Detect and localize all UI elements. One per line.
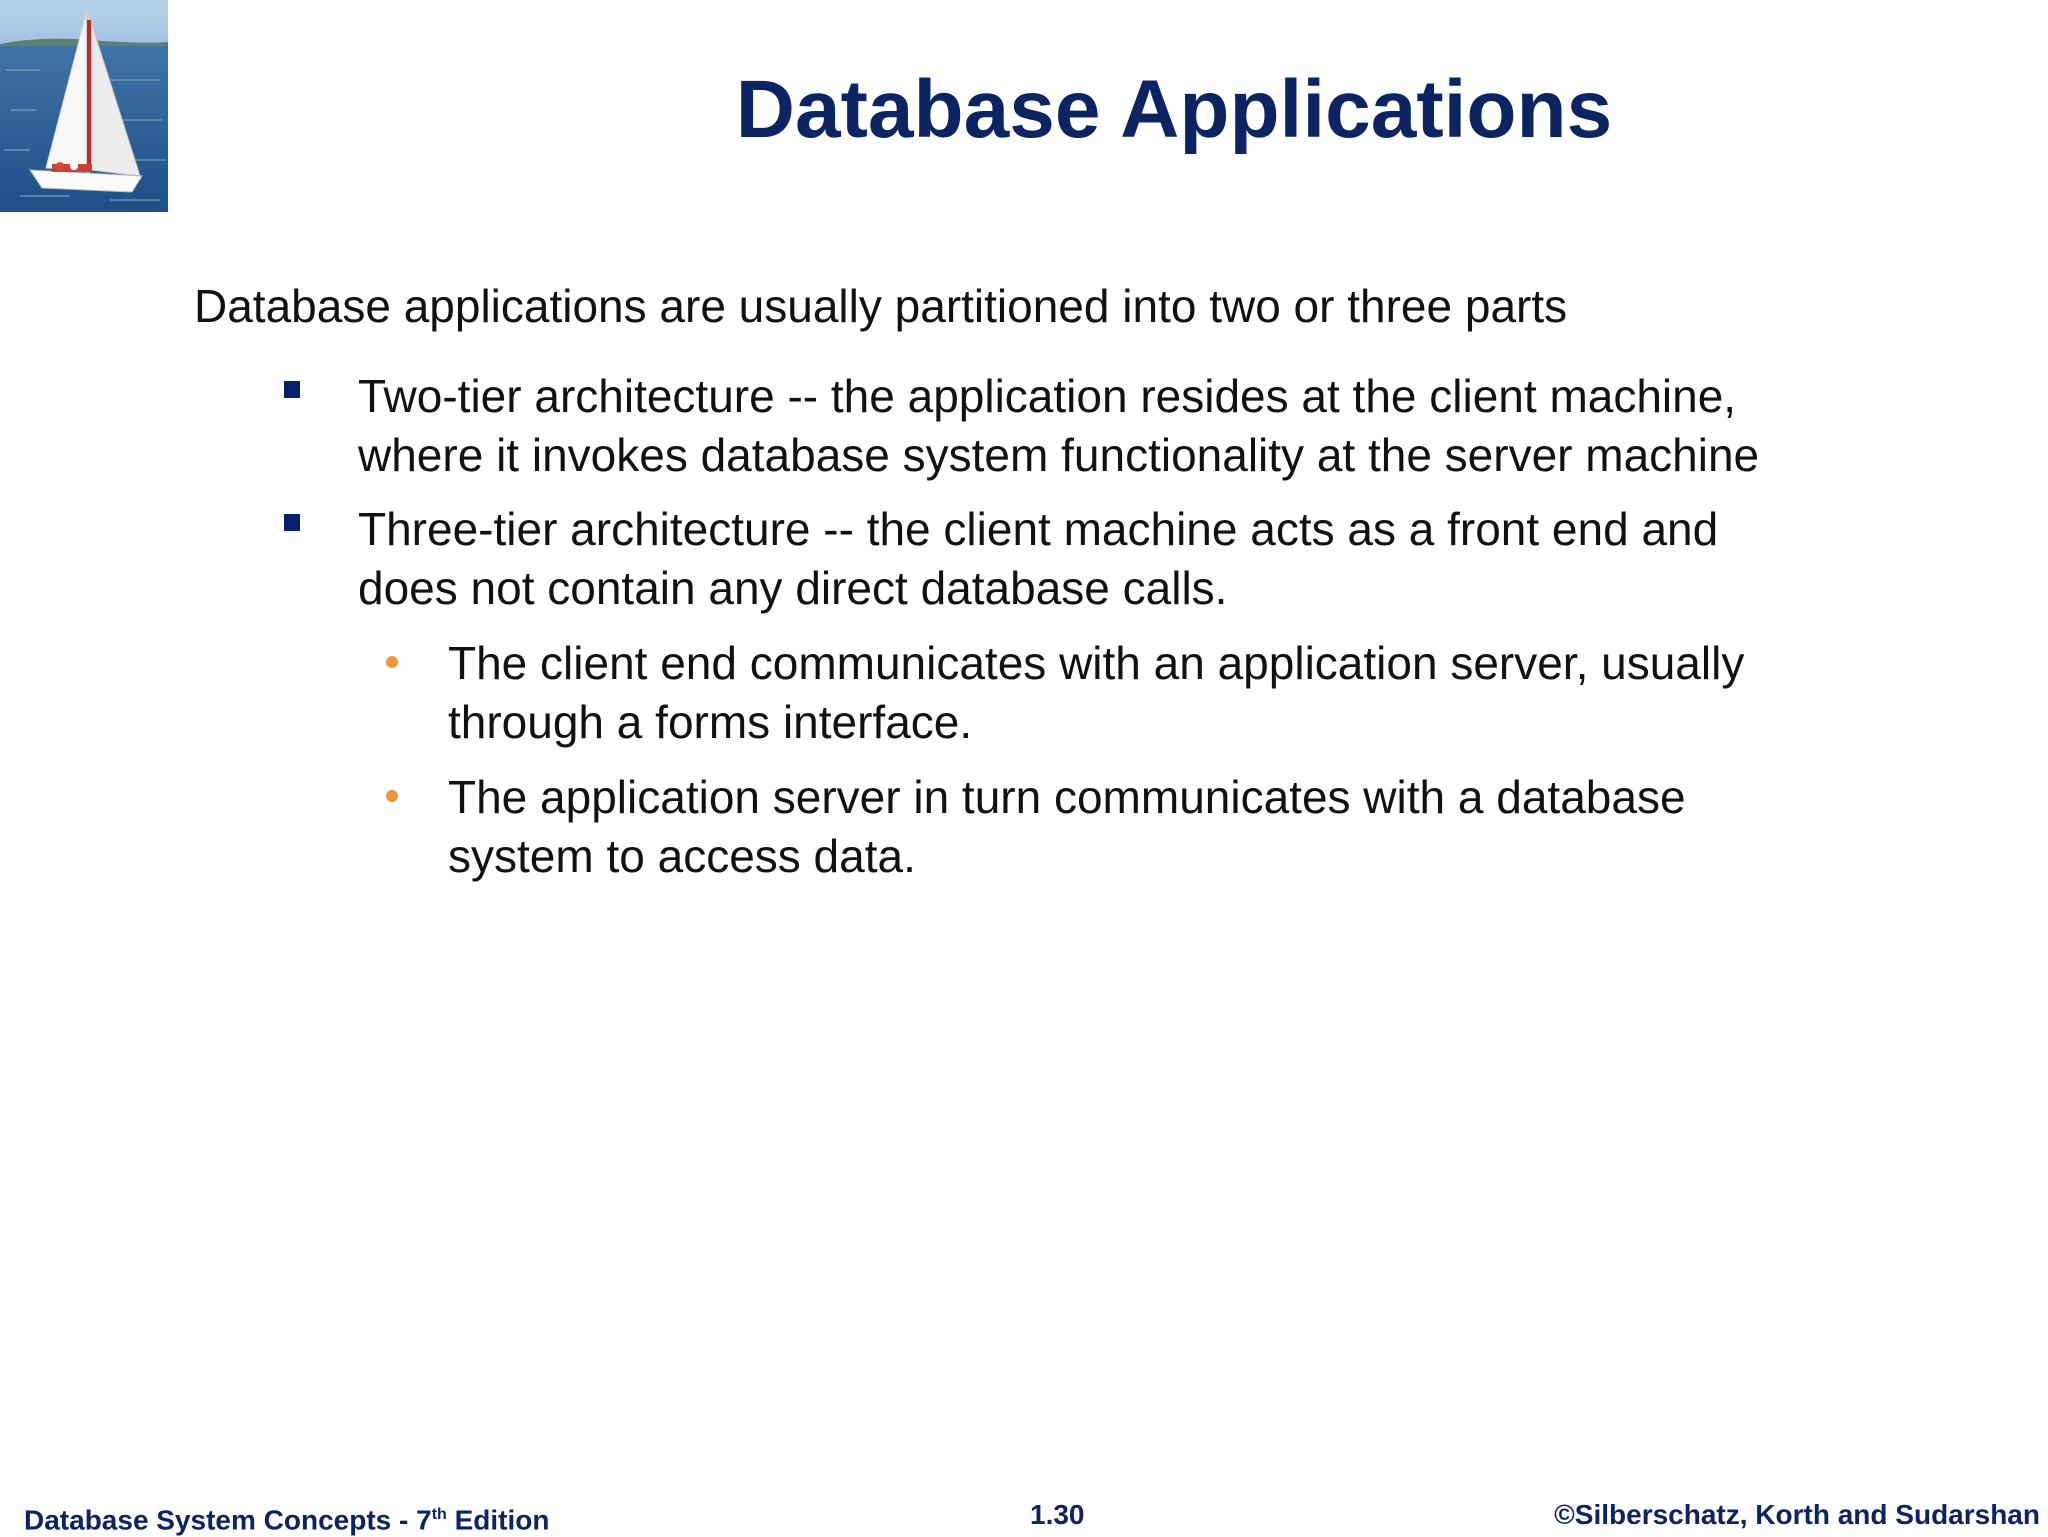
square-bullet-icon <box>284 514 300 531</box>
bullet-two-tier-line-2: where it invokes database system functionality at the server machine <box>358 429 1760 481</box>
slide-number: 1.30 <box>1030 1499 1085 1530</box>
bullet-three-tier-line-2: does not contain any direct database calls. <box>358 562 1228 614</box>
slide-title: Database Applications <box>735 64 1613 155</box>
sub-bullet-client-line-1: The client end communicates with an application server, usually <box>448 637 1745 689</box>
footer-book-title-suffix: Edition <box>446 1504 550 1536</box>
sailboat-logo <box>0 0 168 212</box>
footer-book-title-prefix: Database System Concepts - 7 <box>24 1504 432 1536</box>
square-bullet-icon <box>284 381 300 398</box>
sub-bullet-appserver-line-1: The application server in turn communicates with a database <box>448 771 1686 823</box>
bullet-three-tier-line-1: Three-tier architecture -- the client machine acts as a front end and <box>358 503 1719 555</box>
sub-bullet-appserver-line-2: system to access data. <box>448 830 916 882</box>
sub-bullet-client-line-2: through a forms interface. <box>448 696 973 748</box>
round-bullet-icon <box>386 790 398 802</box>
footer-book-title <box>24 1498 549 1537</box>
intro-text: Database applications are usually partitioned into two or three parts <box>194 280 1568 332</box>
bullet-two-tier-line-1: Two-tier architecture -- the application resides at the client machine, <box>358 370 1737 422</box>
round-bullet-icon <box>386 656 398 668</box>
footer-edition-superscript: th <box>431 1506 447 1523</box>
footer-copyright: ©Silberschatz, Korth and Sudarshan <box>1554 1499 2040 1530</box>
